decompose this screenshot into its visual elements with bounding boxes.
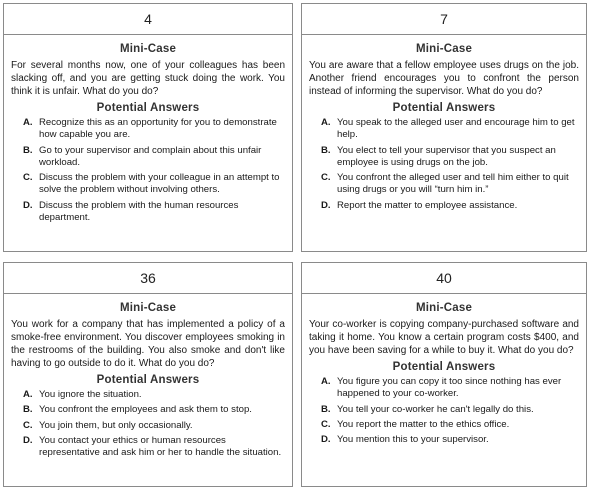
answer-text: Report the matter to employee assistance.: [337, 199, 518, 211]
answer-item: [11, 200, 285, 225]
answer-letter: B.: [321, 144, 331, 156]
answer-item: [309, 404, 579, 416]
answer-letter: C.: [321, 418, 331, 430]
answer-letter: C.: [23, 419, 33, 431]
potential-answers-heading: Potential Answers: [392, 361, 496, 373]
answer-text: You elect to tell your supervisor that you suspect an employee is using drugs on the job.: [337, 144, 556, 168]
answer-text: You figure you can copy it too since nothing has ever happened to your co-worker.: [337, 376, 562, 400]
answer-text: You join them, but only occasionally.: [39, 419, 193, 431]
answer-letter: D.: [23, 199, 33, 211]
answer-letter: A.: [23, 117, 33, 128]
case-number: 36: [4, 263, 292, 294]
potential-answers-heading: Potential Answers: [96, 374, 200, 386]
answer-letter: C.: [321, 172, 331, 184]
answer-letter: D.: [321, 434, 331, 446]
answer-text: You mention this to your supervisor.: [337, 434, 489, 446]
mini-case-heading: Mini-Case: [119, 43, 177, 55]
answer-text: You tell your co-worker he can't legally do this.: [337, 403, 534, 415]
answer-item: [11, 172, 285, 197]
case-number: 40: [302, 263, 586, 294]
answer-list: [309, 376, 579, 446]
case-description: You are aware that a fellow employee uses drugs on the job. Another friend encourages you to confront the person instead of informing the supervisor. What do you do?: [309, 60, 579, 97]
answer-item: [11, 117, 285, 142]
case-description: For several months now, one of your colleagues has been slacking off, and you are getting stuck doing the work. You think it is unfair. What do you do?: [11, 60, 285, 97]
answer-letter: B.: [23, 144, 33, 156]
potential-answers-heading: Potential Answers: [392, 102, 496, 114]
answer-text: Go to your supervisor and complain about this unfair workload.: [39, 144, 262, 168]
case-number: 4: [4, 4, 292, 35]
answer-item: [309, 145, 579, 170]
answer-text: Discuss the problem with the human resources department.: [39, 199, 239, 224]
answer-item: [11, 145, 285, 170]
answer-item: [11, 420, 285, 432]
case-card-40: [301, 262, 587, 487]
answer-item: [309, 434, 579, 446]
answer-text: You confront the employees and ask them to stop.: [39, 404, 252, 416]
answer-list: [309, 117, 579, 212]
case-card-36: [3, 262, 293, 487]
answer-text: You report the matter to the ethics office.: [337, 418, 510, 430]
answer-letter: C.: [23, 172, 33, 184]
answer-letter: B.: [321, 403, 331, 415]
answer-text: Recognize this as an opportunity for you to demonstrate how capable you are.: [39, 117, 277, 141]
case-description: You work for a company that has implemented a policy of a smoke-free environment. You discover employees smoking in the restrooms of the building. You also smoke and don't like having to go outside to do it. What do you do?: [11, 319, 285, 369]
answer-letter: A.: [321, 376, 331, 387]
case-number: 7: [302, 4, 586, 35]
mini-case-heading: Mini-Case: [415, 302, 473, 314]
case-description: Your co-worker is copying company-purchased software and taking it home. You know a certain program costs $400, and you have been saving for a while to buy it. What do you do?: [309, 319, 579, 356]
answer-text: You contact your ethics or human resources representative and ask him or her to handle the situation.: [39, 434, 282, 459]
answer-letter: D.: [23, 434, 33, 446]
answer-item: [309, 376, 579, 401]
answer-item: [309, 419, 579, 431]
answer-item: [11, 389, 285, 401]
case-card-4: [3, 3, 293, 252]
answer-text: You confront the alleged user and tell him either to quit using drugs or you will “turn him in.”: [337, 172, 569, 196]
answer-text: You ignore the situation.: [39, 389, 142, 400]
potential-answers-heading: Potential Answers: [96, 102, 200, 114]
answer-item: [309, 117, 579, 142]
answer-letter: B.: [23, 404, 33, 416]
answer-item: [11, 435, 285, 460]
answer-letter: A.: [321, 117, 331, 128]
answer-item: [309, 172, 579, 197]
answer-text: You speak to the alleged user and encourage him to get help.: [337, 117, 575, 141]
case-card-7: [301, 3, 587, 252]
answer-letter: D.: [321, 199, 331, 211]
answer-item: [11, 404, 285, 416]
answer-letter: A.: [23, 389, 33, 400]
answer-list: [11, 117, 285, 224]
answer-item: [309, 200, 579, 212]
mini-case-heading: Mini-Case: [415, 43, 473, 55]
answer-text: Discuss the problem with your colleague in an attempt to solve the problem without involving others.: [39, 172, 280, 196]
answer-list: [11, 389, 285, 459]
mini-case-heading: Mini-Case: [119, 302, 177, 314]
